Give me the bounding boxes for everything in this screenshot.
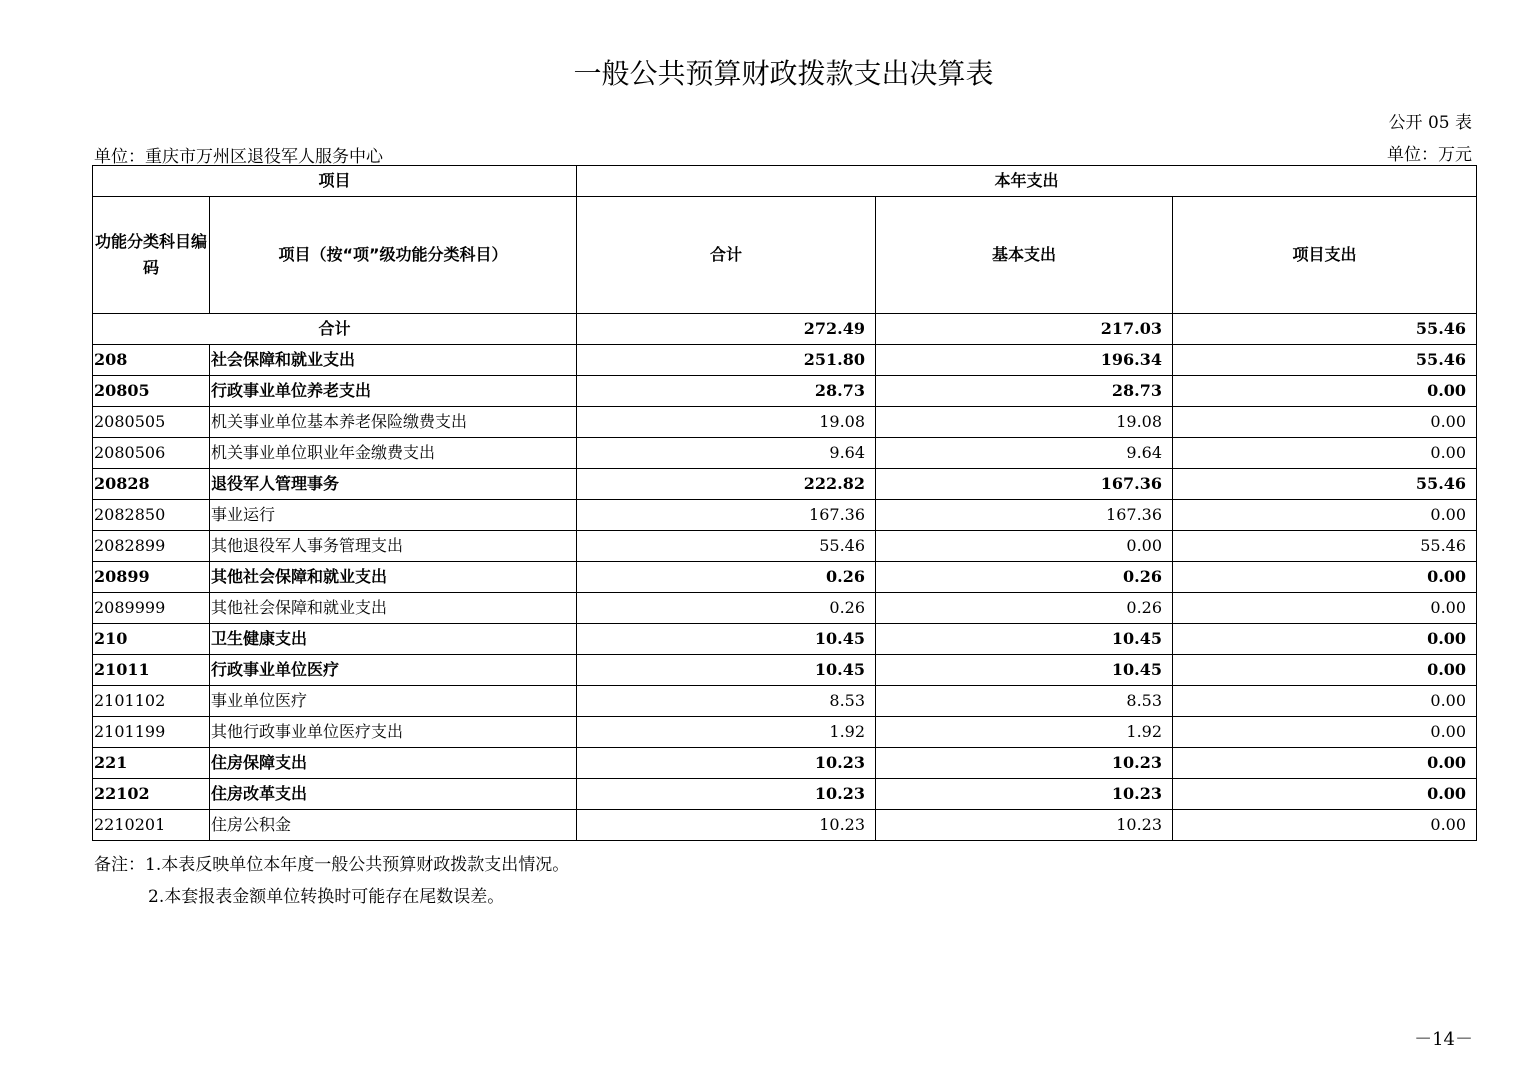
row-name: 其他社会保障和就业支出 (210, 593, 577, 624)
row-project: 0.00 (1173, 686, 1477, 717)
row-basic: 196.34 (876, 345, 1173, 376)
row-code: 20899 (93, 562, 210, 593)
row-project: 0.00 (1173, 376, 1477, 407)
table-row (93, 717, 1477, 748)
row-project: 0.00 (1173, 562, 1477, 593)
currency-unit: 单位：万元 (1387, 145, 1472, 165)
row-basic: 1.92 (876, 717, 1173, 748)
row-total: 10.23 (577, 810, 876, 841)
row-code: 21011 (93, 655, 210, 686)
row-basic: 0.26 (876, 593, 1173, 624)
row-code: 2080506 (93, 438, 210, 469)
row-project: 0.00 (1173, 655, 1477, 686)
header-total: 合计 (577, 197, 876, 314)
row-total: 19.08 (577, 407, 876, 438)
row-basic: 167.36 (876, 469, 1173, 500)
row-project: 0.00 (1173, 624, 1477, 655)
total-row (93, 314, 1477, 345)
row-code: 2080505 (93, 407, 210, 438)
row-basic: 9.64 (876, 438, 1173, 469)
row-code: 2082899 (93, 531, 210, 562)
table-row (93, 407, 1477, 438)
row-total: 8.53 (577, 686, 876, 717)
row-code: 2210201 (93, 810, 210, 841)
row-project: 0.00 (1173, 438, 1477, 469)
row-code: 2101199 (93, 717, 210, 748)
row-name: 住房公积金 (210, 810, 577, 841)
row-code: 210 (93, 624, 210, 655)
header-item: 项目 (93, 166, 577, 197)
row-basic: 10.23 (876, 748, 1173, 779)
row-project: 0.00 (1173, 593, 1477, 624)
row-basic: 167.36 (876, 500, 1173, 531)
reporting-unit: 单位：重庆市万州区退役军人服务中心 (94, 147, 383, 167)
row-total: 55.46 (577, 531, 876, 562)
row-basic: 10.45 (876, 655, 1173, 686)
row-total: 167.36 (577, 500, 876, 531)
table-row (93, 531, 1477, 562)
row-basic: 0.26 (876, 562, 1173, 593)
row-code: 22102 (93, 779, 210, 810)
row-project: 55.46 (1173, 345, 1477, 376)
header-project: 项目支出 (1173, 197, 1477, 314)
row-code: 20828 (93, 469, 210, 500)
note-1: 备注：1.本表反映单位本年度一般公共预算财政拨款支出情况。 (94, 855, 570, 875)
table-row (93, 655, 1477, 686)
expenditure-table (92, 165, 1477, 841)
row-total: 1.92 (577, 717, 876, 748)
page-number: －14－ (1414, 1029, 1473, 1050)
row-basic: 28.73 (876, 376, 1173, 407)
header-code: 功能分类科目编码 (93, 197, 210, 314)
table-row (93, 562, 1477, 593)
table-row (93, 748, 1477, 779)
total-label: 合计 (93, 314, 577, 345)
row-name: 住房改革支出 (210, 779, 577, 810)
page-title: 一般公共预算财政拨款支出决算表 (573, 57, 994, 90)
row-name: 行政事业单位医疗 (210, 655, 577, 686)
header-name: 项目（按“项”级功能分类科目） (210, 197, 577, 314)
row-name: 机关事业单位基本养老保险缴费支出 (210, 407, 577, 438)
row-total: 9.64 (577, 438, 876, 469)
row-name: 退役军人管理事务 (210, 469, 577, 500)
row-name: 机关事业单位职业年金缴费支出 (210, 438, 577, 469)
row-total: 10.45 (577, 655, 876, 686)
row-total: 0.26 (577, 593, 876, 624)
row-name: 其他退役军人事务管理支出 (210, 531, 577, 562)
row-code: 208 (93, 345, 210, 376)
row-name: 住房保障支出 (210, 748, 577, 779)
table-row (93, 779, 1477, 810)
table-row (93, 810, 1477, 841)
row-code: 221 (93, 748, 210, 779)
row-total: 28.73 (577, 376, 876, 407)
row-basic: 10.23 (876, 779, 1173, 810)
row-name: 事业单位医疗 (210, 686, 577, 717)
row-name: 其他行政事业单位医疗支出 (210, 717, 577, 748)
row-total: 0.26 (577, 562, 876, 593)
header-row-1 (93, 166, 1477, 197)
row-name: 卫生健康支出 (210, 624, 577, 655)
row-name: 事业运行 (210, 500, 577, 531)
row-total: 222.82 (577, 469, 876, 500)
row-project: 55.46 (1173, 531, 1477, 562)
row-total: 10.45 (577, 624, 876, 655)
table-row (93, 345, 1477, 376)
row-basic: 0.00 (876, 531, 1173, 562)
row-project: 0.00 (1173, 810, 1477, 841)
row-project: 0.00 (1173, 779, 1477, 810)
table-row (93, 469, 1477, 500)
table-row (93, 686, 1477, 717)
total-project: 55.46 (1173, 314, 1477, 345)
row-basic: 10.23 (876, 810, 1173, 841)
row-name: 其他社会保障和就业支出 (210, 562, 577, 593)
row-basic: 10.45 (876, 624, 1173, 655)
row-project: 0.00 (1173, 748, 1477, 779)
table-row (93, 500, 1477, 531)
form-number: 公开 05 表 (1388, 113, 1472, 133)
table-row (93, 438, 1477, 469)
row-total: 10.23 (577, 748, 876, 779)
row-basic: 19.08 (876, 407, 1173, 438)
note-2: 2.本套报表金额单位转换时可能存在尾数误差。 (148, 887, 505, 907)
row-project: 0.00 (1173, 717, 1477, 748)
row-code: 2089999 (93, 593, 210, 624)
table-row (93, 593, 1477, 624)
row-project: 0.00 (1173, 500, 1477, 531)
row-total: 251.80 (577, 345, 876, 376)
row-code: 2082850 (93, 500, 210, 531)
row-project: 55.46 (1173, 469, 1477, 500)
row-total: 10.23 (577, 779, 876, 810)
row-code: 20805 (93, 376, 210, 407)
row-name: 行政事业单位养老支出 (210, 376, 577, 407)
row-project: 0.00 (1173, 407, 1477, 438)
row-name: 社会保障和就业支出 (210, 345, 577, 376)
header-basic: 基本支出 (876, 197, 1173, 314)
table-row (93, 624, 1477, 655)
row-code: 2101102 (93, 686, 210, 717)
table-row (93, 376, 1477, 407)
row-basic: 8.53 (876, 686, 1173, 717)
total-amount: 272.49 (577, 314, 876, 345)
header-current-year: 本年支出 (577, 166, 1477, 197)
header-row-2 (93, 197, 1477, 314)
total-basic: 217.03 (876, 314, 1173, 345)
